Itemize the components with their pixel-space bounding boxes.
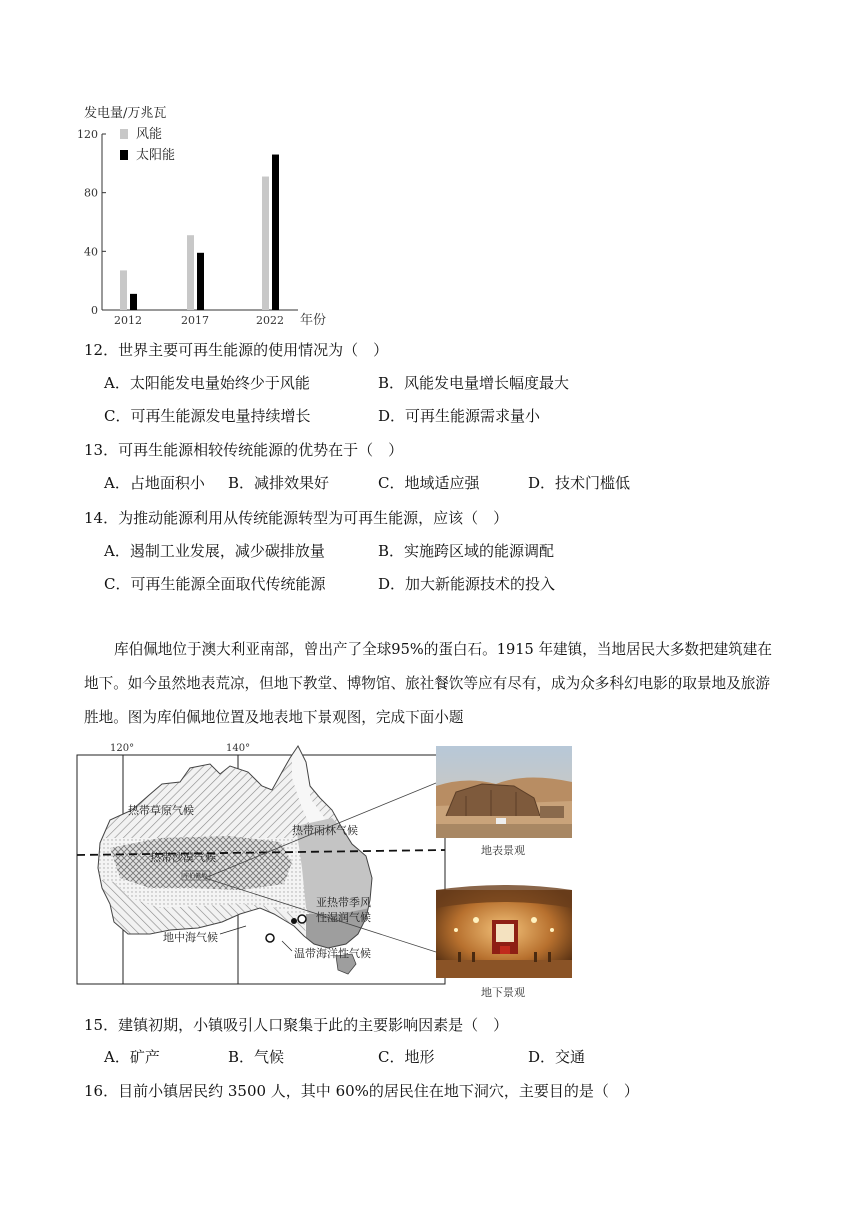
y-tick-label: 120: [77, 128, 98, 141]
question-13-stem: 13．可再生能源相较传统能源的优势在于（ ）: [84, 441, 404, 459]
q15-option-a: A．矿产: [104, 1048, 160, 1066]
y-tick-label: 0: [91, 304, 98, 317]
q12-option-d: D．可再生能源需求量小: [378, 407, 541, 425]
question-16-stem: 16．目前小镇居民约 3500 人，其中 60%的居民住在地下洞穴，主要目的是（ ）: [84, 1082, 639, 1100]
q12-option-a: A．太阳能发电量始终少于风能: [104, 374, 310, 392]
q13-option-a: A．占地面积小: [104, 474, 205, 492]
q15-option-b: B．气候: [228, 1048, 285, 1066]
label-subtropical-2: 性湿润气候: [316, 911, 371, 924]
question-14-stem: 14．为推动能源利用从传统能源转型为可再生能源，应该（ ）: [84, 509, 509, 527]
underground-photo-caption: 地下景观: [481, 986, 525, 999]
question-12-stem: 12．世界主要可再生能源的使用情况为（ ）: [84, 341, 389, 359]
q13-option-b: B．减排效果好: [228, 474, 330, 492]
underground-landscape-photo: [436, 890, 572, 978]
q14-option-c: C．可再生能源全面取代传统能源: [104, 575, 326, 593]
q14-option-d: D．加大新能源技术的投入: [378, 575, 556, 593]
label-subtropical-1: 亚热带季风: [316, 896, 371, 909]
q13-option-d: D．技术门槛低: [528, 474, 631, 492]
label-savanna: 热带草原气候: [128, 804, 194, 817]
q12-option-b: B．风能发电量增长幅度最大: [378, 374, 570, 392]
longitude-140-label: 140°: [226, 743, 251, 754]
q12-option-c: C．可再生能源发电量持续增长: [104, 407, 311, 425]
y-tick-label: 80: [84, 186, 98, 200]
x-tick-label: 2012: [114, 314, 142, 327]
legend-label-wind: 风能: [136, 127, 163, 142]
y-tick-label: 40: [84, 245, 98, 259]
q15-option-d: D．交通: [528, 1048, 586, 1066]
label-rainforest: 热带雨林气候: [292, 824, 358, 837]
x-tick-label: 2022: [256, 314, 284, 327]
x-tick-label: 2017: [181, 314, 209, 327]
x-axis-label: 年份: [300, 313, 327, 328]
label-mediterranean: 地中海气候: [163, 931, 218, 944]
q14-option-b: B．实施跨区域的能源调配: [378, 542, 555, 560]
question-15-stem: 15．建镇初期，小镇吸引人口聚集于此的主要影响因素是（ ）: [84, 1016, 509, 1034]
label-oceanic: 温带海洋性气候: [294, 947, 371, 960]
label-town: 库伯佩地: [183, 873, 208, 880]
q13-option-c: C．地域适应强: [378, 474, 480, 492]
y-axis-label: 发电量/万兆瓦: [84, 106, 167, 121]
legend-label-solar: 太阳能: [136, 148, 176, 163]
label-desert: 热带沙漠气候: [150, 851, 216, 864]
q14-option-a: A．遏制工业发展，减少碳排放量: [104, 542, 325, 560]
q15-option-c: C．地形: [378, 1048, 435, 1066]
passage-text: 库伯佩地位于澳大利亚南部，曾出产了全球95%的蛋白石。1915 年建镇，当地居民大多数把建筑建在地下。如今虽然地表荒凉，但地下教堂、博物馆、旅社餐饮等应有尽有，成为众多科幻电影的取景地及旅游胜地。图为库伯佩地位置及地表地下景观图，完成下面小题: [84, 641, 772, 726]
surface-photo-caption: 地表景观: [481, 844, 525, 857]
surface-landscape-photo: [436, 746, 572, 838]
longitude-120-label: 120°: [110, 743, 135, 754]
